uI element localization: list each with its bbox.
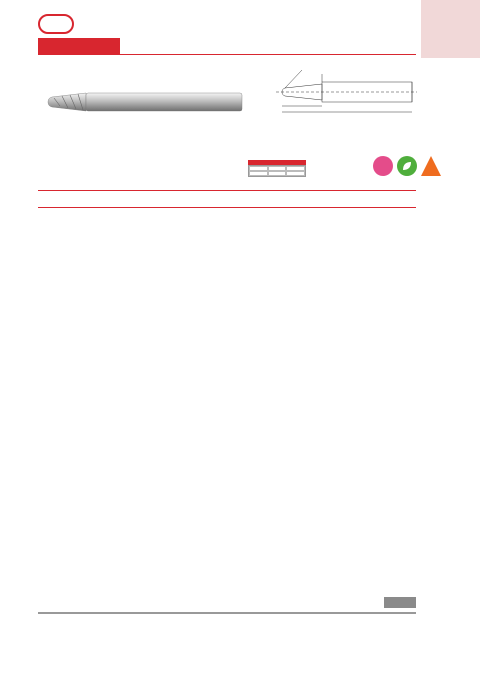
product-code-bar [38,38,120,55]
header-angle [160,191,210,207]
leaf-icon [401,160,413,172]
title-rule [120,54,416,55]
tolerance-box [248,160,306,177]
coating-badge [397,156,417,176]
end-mill-image [46,82,246,122]
sidebar [421,0,480,677]
ultrafine-grain-badge [373,156,393,176]
sidebar-header [421,0,480,58]
header-overall-length [298,191,338,207]
header-class [376,191,416,207]
header-large-dia [252,191,298,207]
header-shank-dia [338,191,376,207]
tolerance-cell [268,171,287,176]
tolerance-grid [248,165,306,177]
eiko-logo [38,14,74,34]
next-button[interactable] [384,597,416,608]
header-cut-length [210,191,252,207]
tolerance-cell [286,171,305,176]
dimension-diagram [262,62,422,124]
header-code [38,191,110,207]
header-radius [110,191,160,207]
materials-table [38,612,416,614]
tolerance-cell [249,171,268,176]
table-header [38,190,416,208]
